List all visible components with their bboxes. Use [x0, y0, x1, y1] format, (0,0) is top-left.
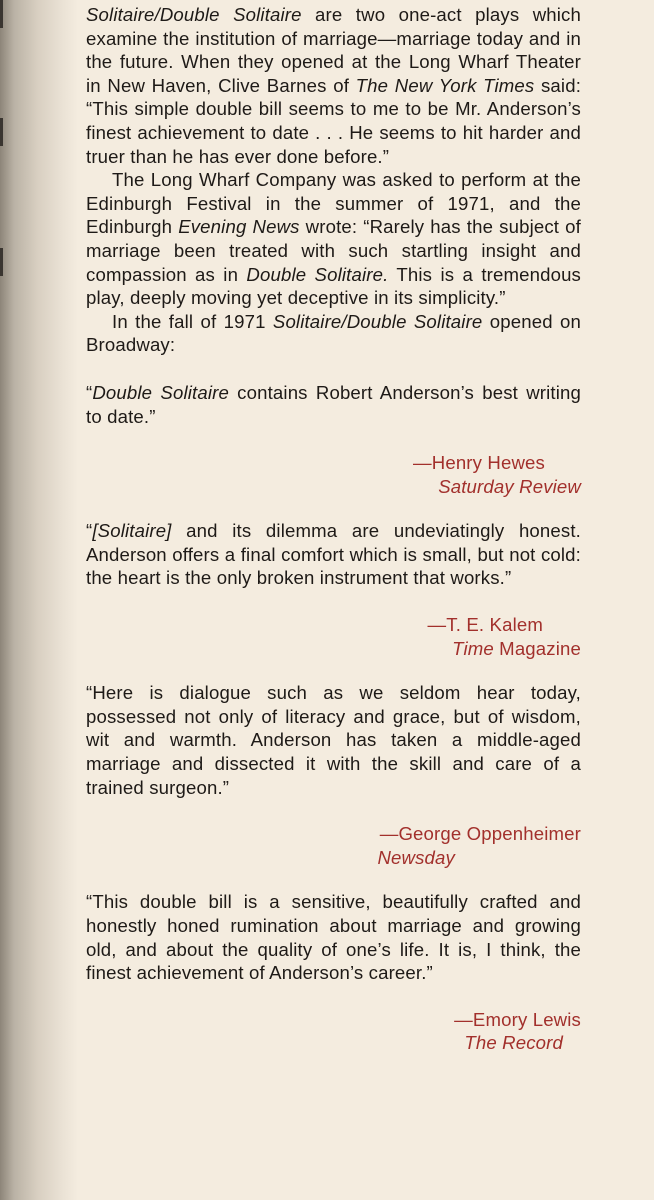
publication-name: Saturday Review: [438, 475, 581, 497]
review-attribution: [86, 1008, 581, 1055]
newspaper-title: The New York Times: [355, 74, 535, 96]
play-title: [Solitaire]: [92, 520, 172, 542]
book-spine-shadow: [0, 0, 78, 1200]
review-quote: “Here is dialogue such as we seldom hear today, possessed not only of literacy and grace, but of wisdom, wit and warmth. Anderson has taken a middle-aged marriage and dissected it with the skill and care of a trained surgeon.”: [86, 682, 581, 798]
publication-name: Time Magazine: [452, 637, 581, 659]
publication-name: Newsday: [377, 846, 455, 868]
book-page: [86, 3, 581, 1055]
review-quote: “[Solitaire] and its dilemma are undeviatingly honest. Anderson offers a final comfort which is small, but not cold: the heart is the only broken instrument that works.”: [86, 520, 581, 589]
review-attribution: [86, 613, 581, 660]
review-quote: “Double Solitaire contains Robert Anderson’s best writing to date.”: [86, 381, 581, 427]
binding-mark: [0, 248, 3, 276]
play-title: Solitaire/Double Solitaire: [272, 310, 483, 332]
publication-name: The Record: [464, 1032, 563, 1054]
reviewer-name: —George Oppenheimer: [379, 823, 581, 845]
intro-paragraph-2: The Long Wharf Company was asked to perform at the Edinburgh Festival in the summer of 1971, and the Edinburgh Evening News wrote: “Rarely has the subject of marriage been treated with such startling insight and compassion as in Double Solitaire. This is a tremendous play, deeply moving yet deceptive in its simplicity.”: [86, 169, 582, 309]
newspaper-title: Evening News: [178, 216, 300, 238]
binding-mark: [0, 118, 3, 146]
play-title: Double Solitaire.: [246, 263, 389, 285]
reviewer-name: —Henry Hewes: [413, 452, 545, 474]
binding-mark: [0, 0, 3, 28]
intro-paragraph-3: In the fall of 1971 Solitaire/Double Solitaire opened on Broadway:: [86, 310, 582, 356]
review-attribution: [86, 451, 581, 498]
play-title: Double Solitaire: [92, 381, 229, 403]
play-title: Solitaire/Double Solitaire: [86, 4, 302, 25]
intro-paragraph-1: Solitaire/Double Solitaire are two one-act plays which examine the institution of marriage—marriage today and in the future. When they opened at the Long Wharf Theater in New Haven, Clive Barnes of The New York Times said: “This simple double bill seems to me to be Mr. Anderson’s finest achievement to date . . . He seems to hit harder and truer than he has ever done before.”: [86, 4, 582, 167]
reviewer-name: —T. E. Kalem: [427, 614, 543, 636]
review-attribution: [86, 822, 581, 869]
review-quote: “This double bill is a sensitive, beautifully crafted and honestly honed rumination about marriage and growing old, and about the quality of one’s life. It is, I think, the finest achievement of Anderson’s career.”: [86, 891, 581, 984]
reviewer-name: —Emory Lewis: [454, 1008, 581, 1030]
